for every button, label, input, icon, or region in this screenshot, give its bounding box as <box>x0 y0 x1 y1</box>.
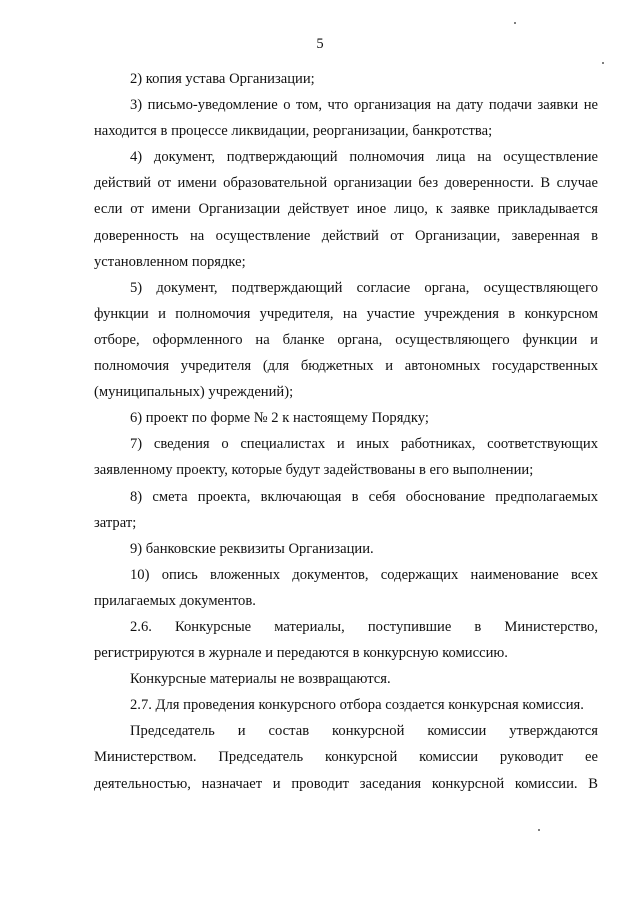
scan-speck <box>602 62 604 64</box>
section-paragraph: 2.6. Конкурсные материалы, поступившие в Министерство, регистрируются в журнале и передаются в конкурсную комиссию. <box>94 618 598 662</box>
scan-speck <box>514 22 516 24</box>
section-paragraph: Председатель и состав конкурсной комиссии утверждаются Министерством. Председатель конкурсной комиссии руководит ее деятельностью, назначает и проводит заседания конкурсной комиссии. В <box>94 723 598 792</box>
list-item: 4) документ, подтверждающий полномочия лица на осуществление действий от имени образовательной организации без доверенности. В случае если от имени Организации действует иное лицо, к заявке прикладывается доверенность на осуществление действий от Организации, заверенная в установленном порядке; <box>94 149 598 270</box>
list-item: 6) проект по форме № 2 к настоящему Порядку; <box>130 410 429 427</box>
list-item: 8) смета проекта, включающая в себя обоснование предполагаемых затрат; <box>94 488 598 531</box>
list-item: 3) письмо-уведомление о том, что организация на дату подачи заявки не находится в процессе ликвидации, реорганизации, банкротства; <box>94 97 598 140</box>
page-number: 5 <box>316 36 324 52</box>
scan-speck <box>538 829 540 831</box>
section-paragraph: 2.7. Для проведения конкурсного отбора создается конкурсная комиссия. <box>130 697 584 714</box>
list-item: 2) копия устава Организации; <box>130 71 315 87</box>
list-item: 9) банковские реквизиты Организации. <box>130 540 374 557</box>
section-paragraph: Конкурсные материалы не возвращаются. <box>130 671 391 688</box>
list-item: 7) сведения о специалистах и иных работниках, соответствующих заявленному проекту, которые будут задействованы в его выполнении; <box>94 436 598 479</box>
list-item: 5) документ, подтверждающий согласие органа, осуществляющего функции и полномочия учредителя, на участие учреждения в конкурсном отборе, оформленного на бланке органа, осуществляющего функции и полномочия учредителя (для бюджетных и автономных государственных (муниципальных) учреждений); <box>94 279 598 401</box>
list-item: 10) опись вложенных документов, содержащих наименование всех прилагаемых документов. <box>94 566 598 609</box>
document-body <box>94 66 598 797</box>
